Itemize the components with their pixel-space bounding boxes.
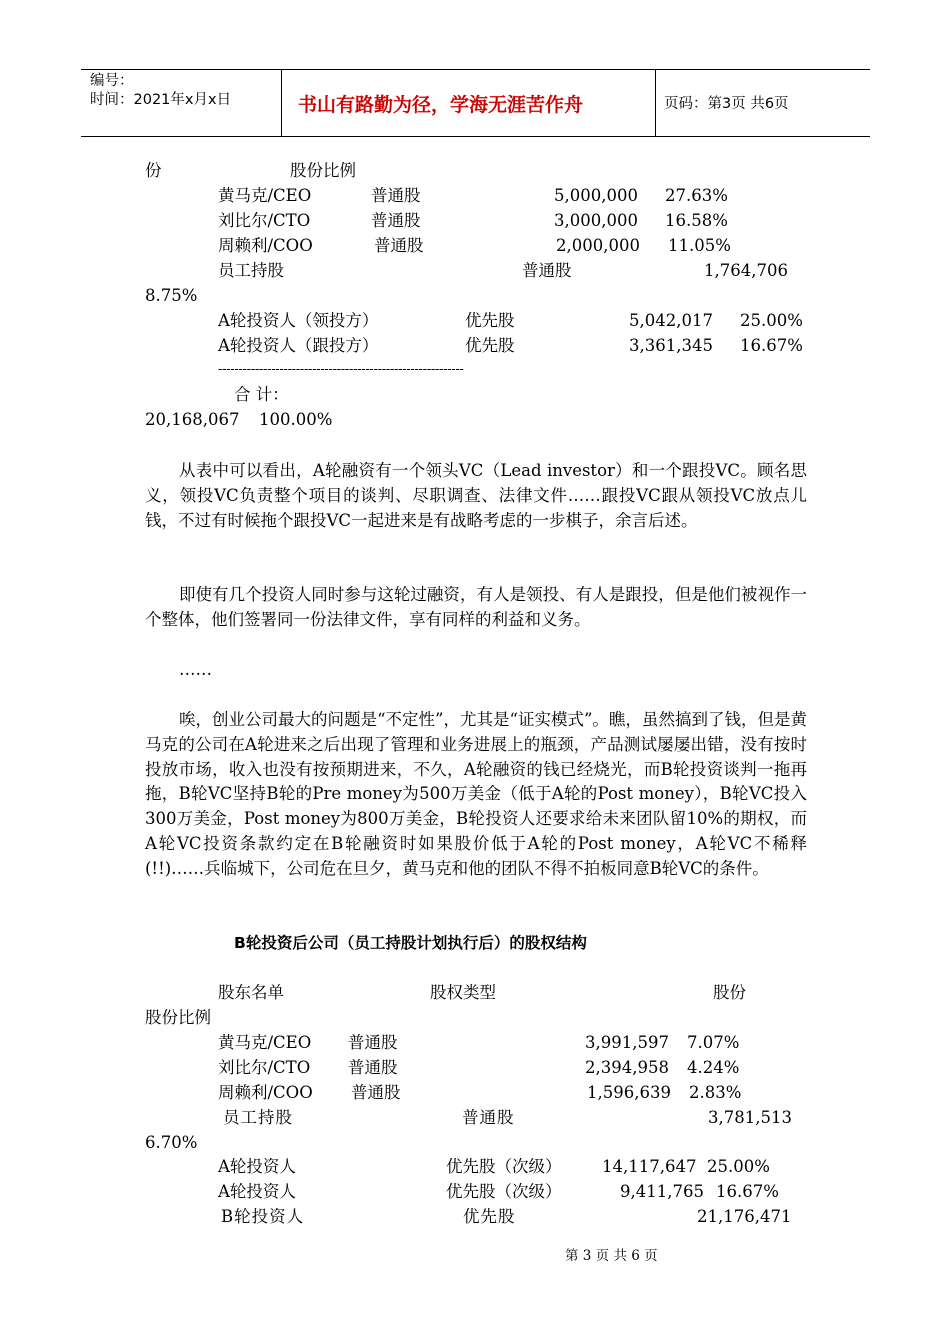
table-row-shares: 1,596,639 [587, 1083, 671, 1102]
table-row-pct: 27.63% [665, 186, 728, 205]
header-divider-right [655, 69, 656, 136]
paragraph-text: 唉，创业公司最大的问题是“不定性”，尤其是“证实模式”。瞧，虽然搞到了钱，但是黄马克的公司在A轮进来之后出现了管理和业务进展上的瓶颈，产品测试屡屡出错，没有按时投放市场，收入也没有按预期进来，不久，A轮融资的钱已经烧光，而B轮投资谈判一拖再拖，B轮VC坚持B轮的Pre money为500万美金（低于A轮的Post money），B轮VC投入300万美金，Post money为800万美金，B轮投资人还要求给未来团队留10%的期权，而A轮VC投资条款约定在B轮融资时如果股价低于A轮的Post money，A轮VC不稀释(!!)……兵临城下，公司危在旦夕，黄马克和他的团队不得不拍板同意B轮VC的条件。 [145, 710, 807, 878]
table-row-holder: 刘比尔/CTO [218, 211, 311, 230]
table-row-type: 普通股 [348, 1033, 398, 1052]
paragraph-lead-investor [145, 459, 807, 533]
table-row-type: 优先股 [465, 311, 515, 330]
table-row-shares: 1,764,706 [704, 261, 788, 280]
document-date: 时间：2021年x月x日 [90, 92, 232, 108]
table-row-holder: 黄马克/CEO [218, 1033, 312, 1052]
table-row-pct: 6.70% [145, 1133, 198, 1152]
table-row-type: 普通股 [462, 1108, 515, 1127]
header-page-info: 页码：第3页 共6页 [664, 96, 789, 112]
table-row-holder: A轮投资人 [218, 1157, 296, 1176]
table-row-type: 优先股（次级） [446, 1157, 562, 1176]
table-row-pct: 25.00% [740, 311, 803, 330]
table-row-pct: 2.83% [689, 1083, 742, 1102]
table-row-shares: 9,411,765 [620, 1182, 704, 1201]
table-row-type: 优先股（次级） [446, 1182, 562, 1201]
table-row-shares: 2,000,000 [556, 236, 640, 255]
table-row-pct: 16.67% [716, 1182, 779, 1201]
table-a-divider: ------------------------------------------------------------ [218, 362, 464, 377]
paragraph-ellipsis [145, 658, 807, 683]
table-b-col-type: 股权类型 [430, 983, 496, 1002]
header-divider-left [281, 69, 282, 136]
table-row-holder: A轮投资人（跟投方） [218, 336, 379, 355]
table-row-holder: A轮投资人 [218, 1182, 296, 1201]
table-b-col-ratio: 股份比例 [145, 1008, 211, 1027]
paragraph-text: 即使有几个投资人同时参与这轮过融资，有人是领投、有人是跟投，但是他们被视作一个整体，他们签署同一份法律文件，享有同样的利益和义务。 [145, 585, 807, 629]
paragraph-joint-investors [145, 583, 807, 633]
table-b-col-holder: 股东名单 [218, 983, 284, 1002]
table-row-type: 优先股 [465, 336, 515, 355]
table-row-pct: 4.24% [687, 1058, 740, 1077]
table-row-type: 普通股 [371, 186, 421, 205]
header-bottom-rule [81, 136, 870, 137]
table-row-type: 普通股 [351, 1083, 401, 1102]
table-row-shares: 3,991,597 [585, 1033, 669, 1052]
page-footer: 第 3 页 共 6 页 [565, 1248, 658, 1264]
table-row-holder: B轮投资人 [221, 1207, 305, 1226]
table-row-shares: 2,394,958 [585, 1058, 669, 1077]
table-row-shares: 14,117,647 [602, 1157, 697, 1176]
table-row-holder: 黄马克/CEO [218, 186, 312, 205]
table-row-holder: A轮投资人（领投方） [218, 311, 379, 330]
document-number-label: 编号： [90, 73, 134, 89]
paragraph-uncertainty [145, 708, 807, 882]
table-row-type: 普通股 [522, 261, 572, 280]
table-row-holder: 员工持股 [223, 1108, 293, 1127]
table-a-total-pct: 100.00% [259, 410, 333, 429]
table-row-holder: 刘比尔/CTO [218, 1058, 311, 1077]
table-a-total-shares: 20,168,067 [145, 410, 240, 429]
table-a-header-fragment: 份 [145, 161, 162, 180]
table-row-holder: 周赖利/COO [218, 236, 313, 255]
table-row-pct: 16.58% [665, 211, 728, 230]
table-row-pct: 7.07% [687, 1033, 740, 1052]
table-row-shares: 3,781,513 [708, 1108, 792, 1127]
table-row-type: 普通股 [348, 1058, 398, 1077]
table-row-type: 优先股 [463, 1207, 516, 1226]
table-row-type: 普通股 [374, 236, 424, 255]
table-row-pct: 25.00% [707, 1157, 770, 1176]
table-row-shares: 5,000,000 [554, 186, 638, 205]
table-row-pct: 16.67% [740, 336, 803, 355]
table-b-title: B轮投资后公司（员工持股计划执行后）的股权结构 [234, 934, 587, 952]
table-a-header-ratio: 股份比例 [290, 161, 356, 180]
paragraph-text: …… [179, 660, 212, 679]
table-row-shares: 3,000,000 [554, 211, 638, 230]
header-motto: 书山有路勤为径，学海无涯苦作舟 [298, 94, 584, 116]
table-a-total-label: 合 计： [234, 385, 289, 404]
table-row-pct: 8.75% [145, 286, 198, 305]
table-row-type: 普通股 [371, 211, 421, 230]
table-row-holder: 周赖利/COO [218, 1083, 313, 1102]
header-top-rule [81, 69, 870, 70]
table-row-shares: 5,042,017 [629, 311, 713, 330]
table-row-pct: 11.05% [668, 236, 731, 255]
table-row-holder: 员工持股 [218, 261, 284, 280]
table-b-col-shares: 股份 [713, 983, 746, 1002]
table-row-shares: 3,361,345 [629, 336, 713, 355]
table-row-shares: 21,176,471 [697, 1207, 792, 1226]
paragraph-text: 从表中可以看出，A轮融资有一个领头VC（Lead investor）和一个跟投VC。顾名思义，领投VC负责整个项目的谈判、尽职调查、法律文件……跟投VC跟从领投VC放点儿钱，不过有时候拖个跟投VC一起进来是有战略考虑的一步棋子，余言后述。 [145, 461, 807, 530]
